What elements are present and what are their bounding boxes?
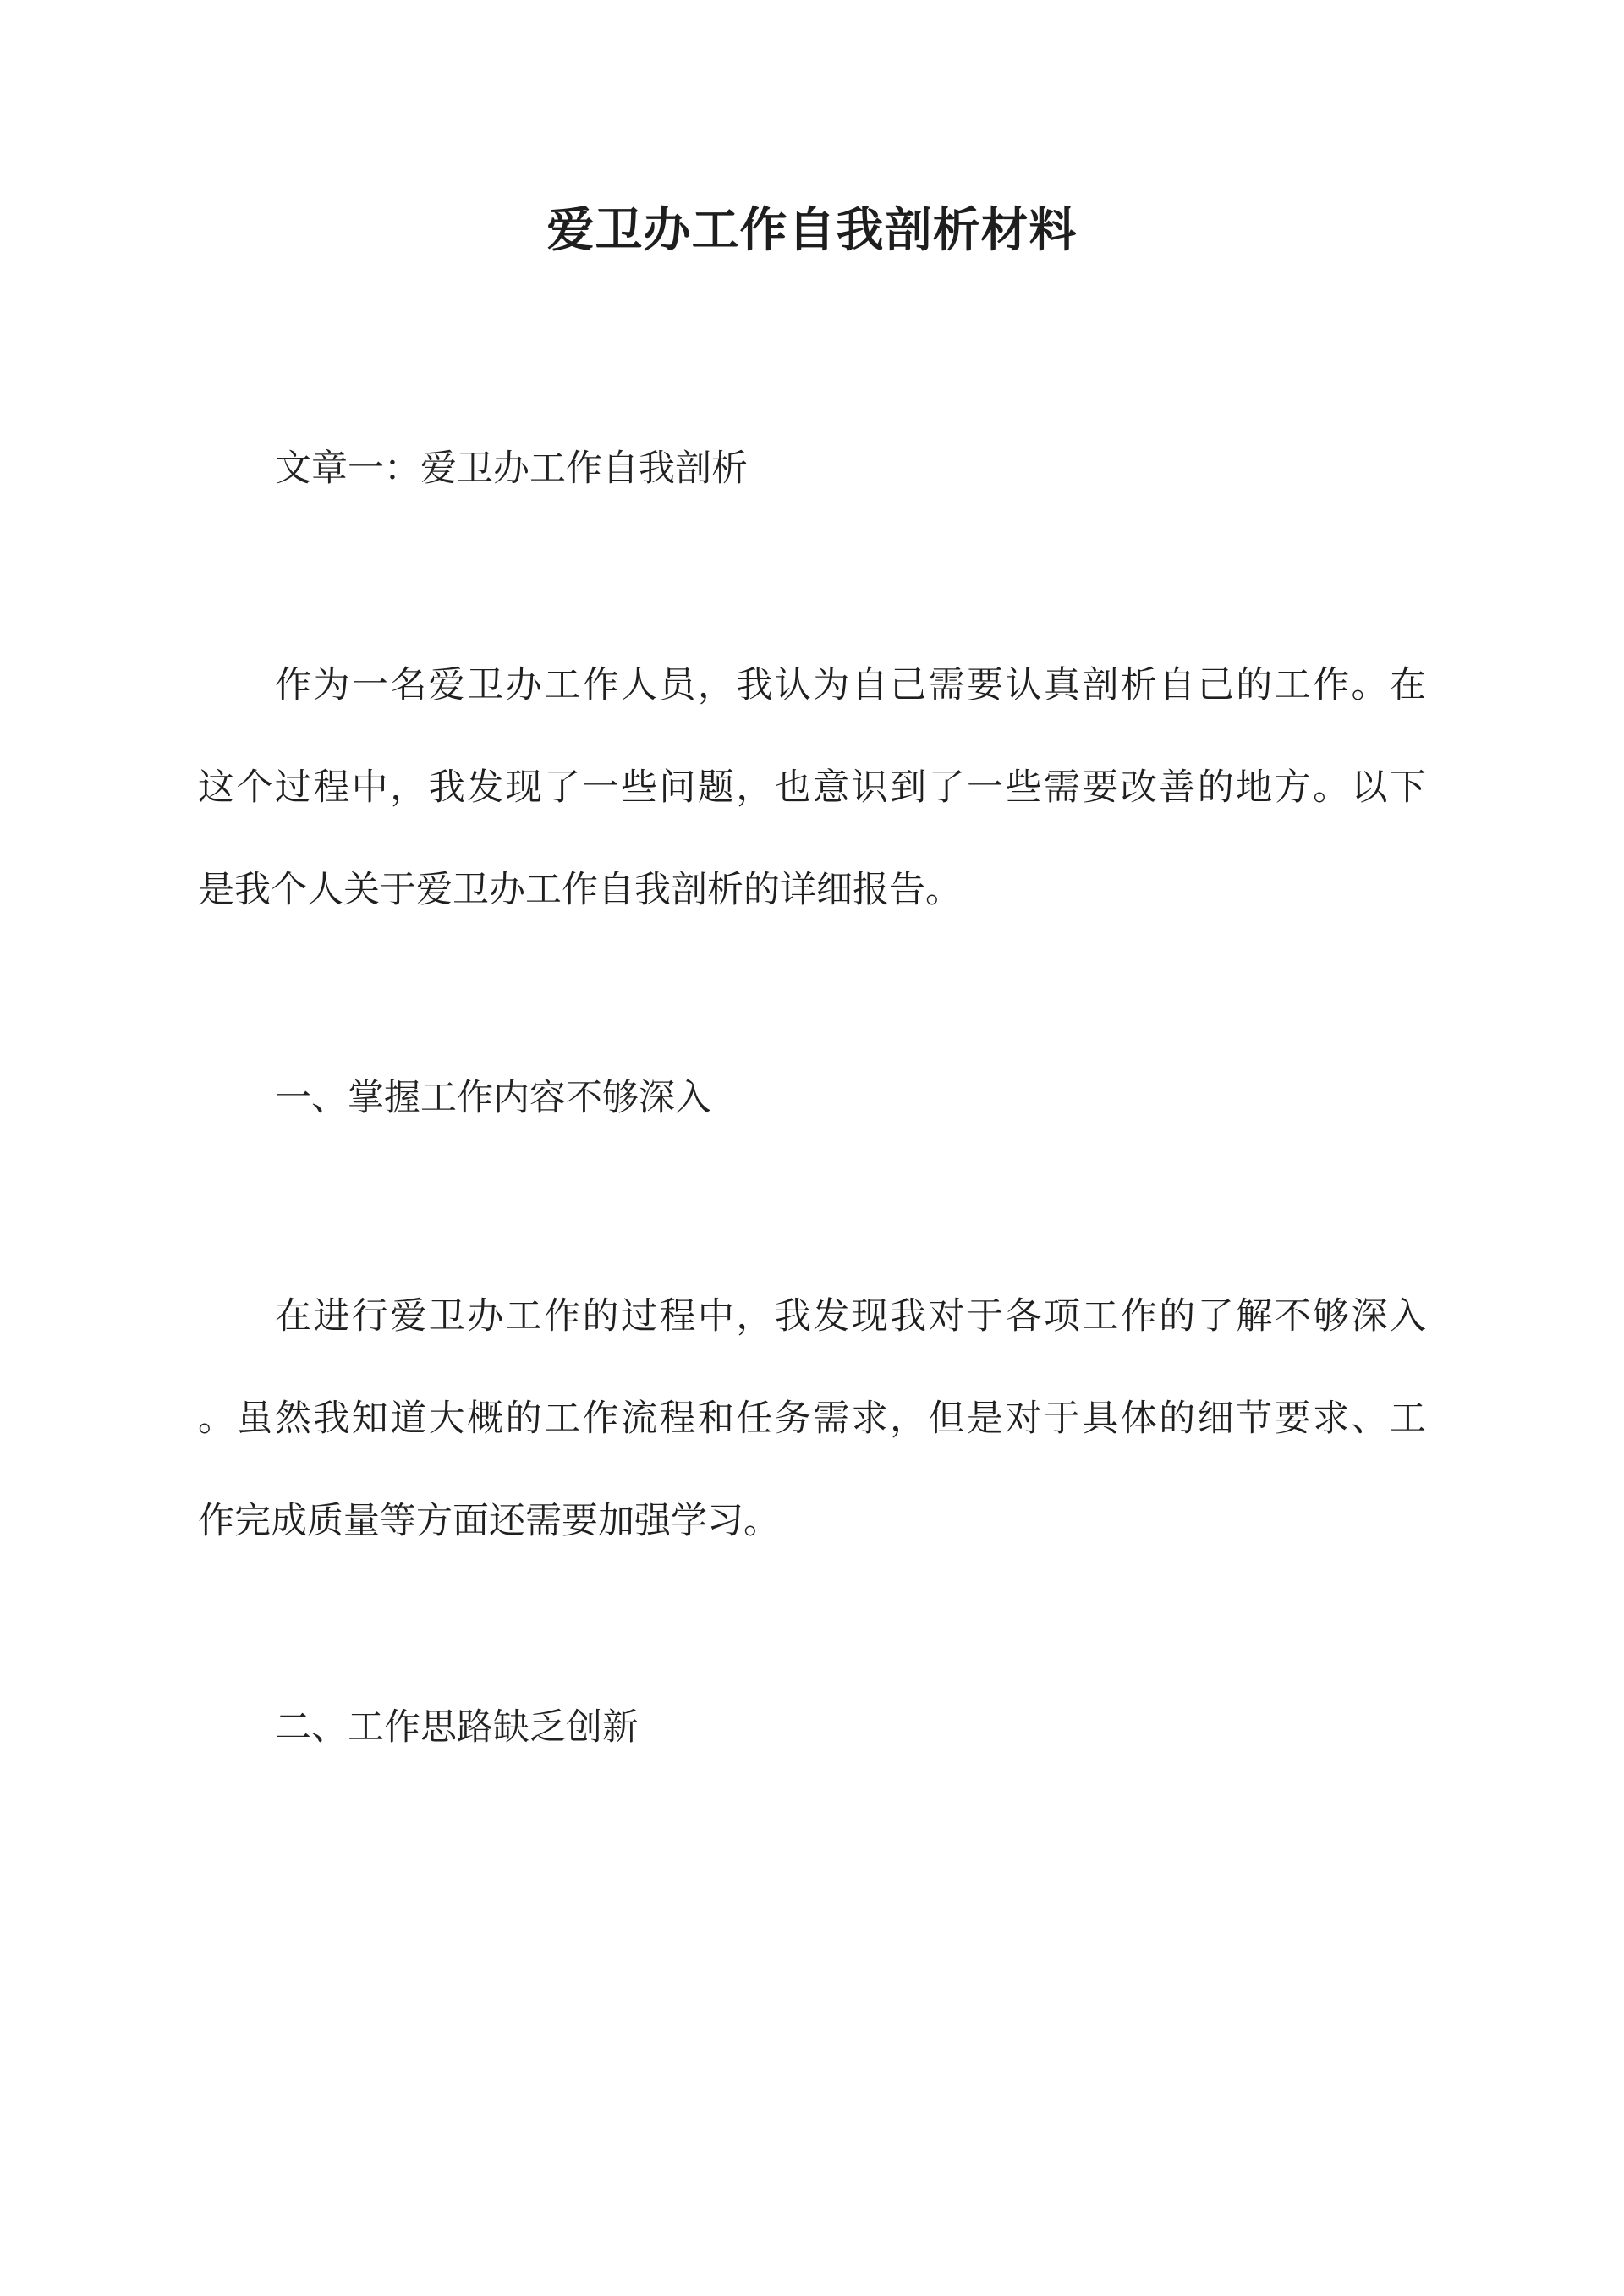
section1-line-3: 作完成质量等方面还需要加强学习。 xyxy=(198,1500,780,1542)
section1-paragraph xyxy=(198,1266,1426,1573)
section1-line-1: 在进行爱卫办工作的过程中，我发现我对于各项工作的了解不够深入 xyxy=(275,1295,1426,1338)
document-title: 爱卫办工作自我剖析材料 xyxy=(546,202,1078,258)
intro-line-3: 是我个人关于爱卫办工作自我剖析的详细报告。 xyxy=(198,869,962,911)
article-heading: 文章一：爱卫办工作自我剖析 xyxy=(275,448,748,490)
section2-heading: 二、工作思路缺乏创新 xyxy=(275,1706,639,1749)
intro-paragraph xyxy=(198,634,1426,942)
section1-heading: 一、掌握工作内容不够深入 xyxy=(275,1077,711,1119)
section1-line-2: 。虽然我知道大概的工作流程和任务需求，但是对于具体的细节要求、工 xyxy=(198,1398,1426,1440)
intro-line-2: 这个过程中，我发现了一些问题，也意识到了一些需要改善的地方。以下 xyxy=(198,766,1426,809)
intro-line-1: 作为一名爱卫办工作人员，我认为自己需要认真剖析自己的工作。在 xyxy=(275,664,1426,706)
